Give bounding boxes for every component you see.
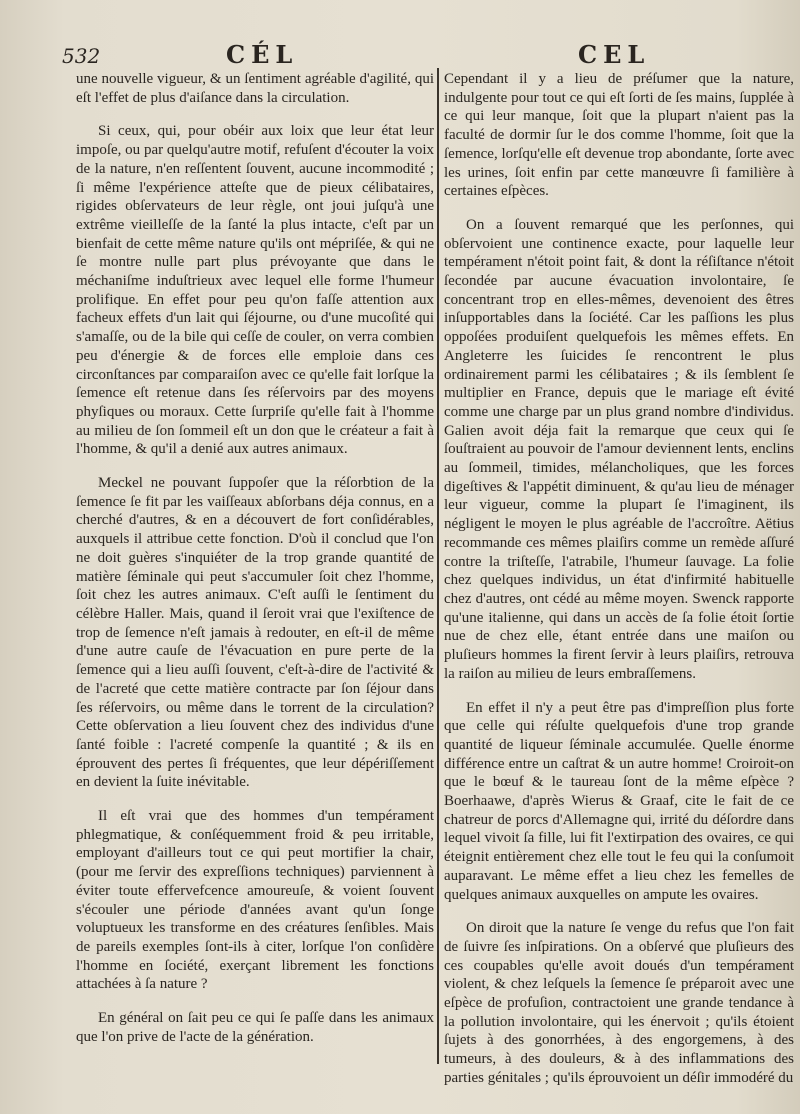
paragraph: On diroit que la nature ſe venge du refus que l'on fait de ſuivre ſes inſpirations. On a obſervé que pluſieurs des ces coupables qu'elle avoit doués d'un tempérament violent, & chez leſquels la ſemence ſe préparoit avec une eſpèce de profuſion, contractoient une grande tendance à la pollution involontaire, qui les énervoit ; qu'ils étoient ſujets à des gonorrhées, à des engorgemens, à des tumeurs, à des douleurs, & à des inflammations des parties génitales ; qu'ils éprouvoient un déſir immodéré du: [444, 920, 794, 1086]
right-column: [444, 70, 794, 1086]
running-head-left: CÉL: [226, 40, 299, 69]
paragraph: En effet il n'y a peut être pas d'impreſſion plus forte que celle qui réſulte quelquefois d'une trop grande quantité de liqueur ſéminale accumulée. Quelle énorme différence entre un caſtrat & un autre homme! Croiroit-on que le bœuf & le taureau ſont de la même eſpèce ? Boerhaawe, d'après Wierus & Graaf, cite le fait de ce chatreur de porcs d'Allemagne qui, irrité du déſordre dans lequel vivoit ſa fille, lui fit l'extirpation des ovaires, ce qui éteignit entièrement chez elle tout le feu qui la conſumoit auparavant. Le même effet a lieu chez les femelles de quelques animaux auxquelles on ampute les ovaires.: [444, 699, 794, 903]
paragraph: En général on ſait peu ce qui ſe paſſe dans les animaux que l'on prive de l'acte de la génération.: [76, 1010, 434, 1045]
paragraph: Cependant il y a lieu de préſumer que la nature, indulgente pour tout ce qui eſt ſorti de ſes mains, ſupplée à ce qui leur manque, ſoit que la plupart n'aient pas la faculté de dormir ſur le dos comme l'homme, ſoit que la ſemence, lorſqu'elle eſt devenue trop abondante, ſorte avec les urines, ſoit enfin par cette manœuvre ſi familière à certaines eſpèces.: [444, 71, 794, 200]
paragraph: On a ſouvent remarqué que les perſonnes, qui obſervoient une continence exacte, pour laquelle leur tempérament n'étoit point fait, & dont la réſiſtance n'étoit ſecondée par aucune évacuation involontaire, ſe concentrant trop en elles-mêmes, devenoient des êtres inſupportables dans la ſociété. Car les paſſions les plus oppoſées produiſent quelquefois les mêmes effets. En Angleterre les ſuicides ſe rencontrent le plus ordinairement parmi les célibataires ; & ils ſemblent ſe multiplier en France, depuis que le mariage eſt évité comme une charge par un plus grand nombre d'individus. Galien avoit déja fait la remarque que ceux qui ſe ſouſtraient au pouvoir de l'amour deviennent lents, enclins au ſommeil, timides, mélancholiques, que les forces digeſtives & l'appétit diminuent, & qu'au lieu de ménager leur vigueur, comme la plupart ſe l'imaginent, ils négligent le moyen le plus agréable de l'accroître. Aëtius recommande ces mêmes plaiſirs comme un remède aſſuré contre la triſteſſe, l'atrabile, l'humeur ſauvage. La folie chez quelques individus, un état d'infirmité habituelle chez d'autres, ont cédé au même moyen. Swenck rapporte qu'une italienne, qui dans un accès de ſa folie étoit ſortie nue de chez elle, étant entrée dans une maiſon ou pluſieurs hommes la firent ſervir à leurs plaiſirs, retrouva la raiſon au milieu de leurs embraſſemens.: [444, 216, 794, 682]
page-number: 532: [62, 44, 101, 68]
left-column: [76, 70, 434, 1065]
paragraph: Il eſt vrai que des hommes d'un tempérament phlegmatique, & conſéquemment froid & peu irritable, employant d'ailleurs tout ce qui peut mortifier la chair, (pour me ſervir des expreſſions techniques) parviennent à éviter toute effervefcence amoureuſe, & voient ſouvent s'écouler une période d'années avant qu'un ſonge voluptueux les transforme en des créatures ſenſibles. Mais de pareils exemples ſont-ils à citer, lorſque l'on conſidère l'homme en ſociété, exerçant librement les fonctions attachées à ſa nature ?: [76, 808, 434, 993]
paragraph: Meckel ne pouvant ſuppoſer que la réſorbtion de la ſemence ſe fit par les vaiſſeaux abſorbans déja connus, en a cherché d'autres, & en a découvert de fort conſidérables, auxquels il attribue cette fonction. D'où il conclud que l'on ne doit guères s'inquiéter de la trop grande quantité de matière ſéminale qui peut s'accumuler ſoit chez l'homme, ſoit chez les autres animaux. C'eſt auſſi le ſentiment du célèbre Haller. Mais, quand il ſeroit vrai que l'exiſtence de trop de ſemence n'eſt jamais à redouter, en eſt-il de même d'une autre cauſe de l'évacuation en pure perte de la ſemence qui a lieu auſſi ſouvent, c'eſt-à-dire de l'activité & de l'acreté que cette matière contracte par ſon ſéjour dans ſes réſervoirs, ou même dans le torrent de la circulation? Cette obſervation a lieu ſouvent chez des individus d'une ſanté foible : l'acreté compenſe la quantité ; & ils en éprouvent des pertes ſi fréquentes, que leur dépériſſement en devient la ſuite inévitable.: [76, 475, 434, 791]
running-head-right: CEL: [578, 40, 651, 69]
column-divider: [437, 68, 439, 1064]
page-header: [0, 40, 800, 70]
paragraph: Si ceux, qui, pour obéir aux loix que leur état leur impoſe, ou par quelqu'autre motif, refuſent d'écouter la voix de la nature, n'en reſſentent ſouvent, aucune incommodité ; ſi même l'expérience atteſte que de pieux célibataires, rigides obſervateurs de leur règle, ont joui juſqu'à une extrême vieilleſſe de la ſanté la plus intacte, c'eſt par un bienfait de cette même nature qu'ils ont mépriſée, & qui ne ſe montre nulle part plus prévoyante que dans le méchaniſme induſtrieux avec lequel elle forme l'humeur prolifique. En effet pour peu qu'on faſſe attention aux facheux effets d'un lait qui ſéjourne, ou d'une mucoſité qui s'amaſſe, ou de la bile qui ceſſe de couler, on verra combien peu d'énergie & de forces elle emploie dans ces circonſtances par comparaiſon avec ce qu'elle fait lorſque la ſemence eſt retenue dans ſes réſervoirs par des moyens phyſiques ou moraux. Cette ſurpriſe qu'elle fait à l'homme au milieu de ſon ſommeil eſt un don que le créateur a fait à l'homme, & qu'il a denié aux autres animaux.: [76, 123, 434, 458]
paragraph: une nouvelle vigueur, & un ſentiment agréable d'agilité, qui eſt l'effet de plus d'aiſance dans la circulation.: [76, 71, 434, 106]
